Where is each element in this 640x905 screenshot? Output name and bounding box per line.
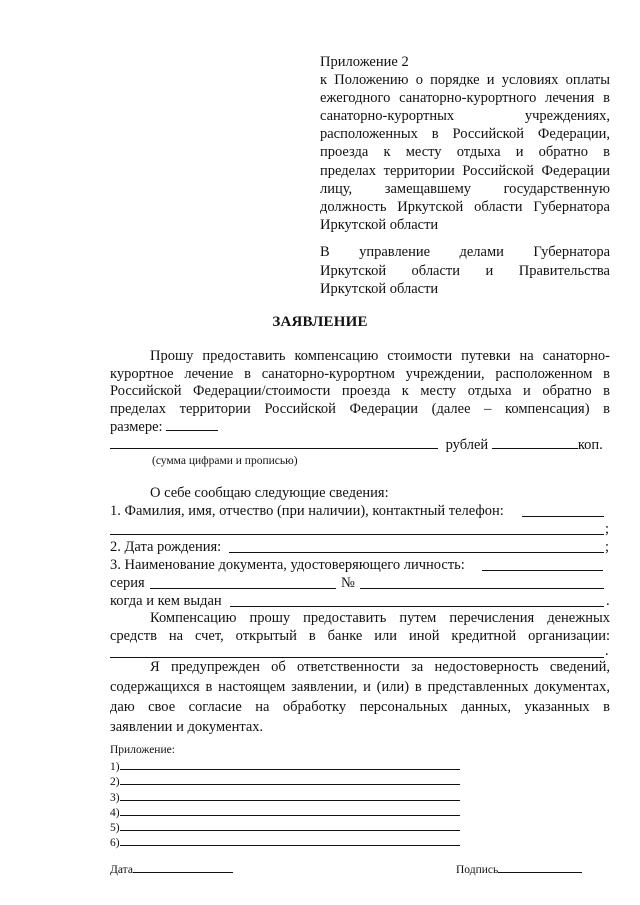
sum-row — [110, 436, 610, 454]
kopecks-label: коп. — [577, 437, 603, 453]
document-title: ЗАЯВЛЕНИЕ — [272, 314, 368, 330]
attachment-item — [110, 789, 460, 804]
attachment-input[interactable] — [120, 834, 460, 846]
request-line: пределах территории Российской Федерации (далее – компенсация) в — [110, 400, 610, 417]
attachment-item — [110, 804, 460, 819]
attachment-item — [110, 819, 460, 834]
addressee-line: Иркутской области — [320, 281, 439, 297]
issued-input[interactable] — [230, 606, 604, 607]
attachment-input[interactable] — [120, 789, 460, 801]
date-input[interactable] — [133, 862, 233, 873]
appendix-line: санаторно-курортных учреждениях, — [320, 108, 610, 125]
rubles-label: рублей — [445, 437, 489, 453]
attachment-number: 5) — [110, 821, 120, 834]
date-field — [110, 862, 233, 876]
attachment-input[interactable] — [120, 804, 460, 816]
attachment-number: 2) — [110, 776, 120, 789]
period: . — [606, 593, 610, 609]
addressee — [320, 243, 610, 299]
appendix-line: должность Иркутской области Губернатора — [320, 198, 610, 215]
appendix-line: пределах территории Российской Федерации — [320, 162, 610, 179]
appendix-line: ежегодного санаторно-курортного лечения в — [320, 90, 610, 107]
attachment-number: 3) — [110, 791, 120, 804]
period: . — [605, 643, 609, 659]
attachment-item — [110, 773, 460, 788]
semicolon: ; — [605, 521, 610, 537]
request-line: Прошу предоставить компенсацию стоимости путевки на санаторно- — [150, 348, 610, 364]
amount-input-short[interactable] — [166, 418, 218, 431]
attachments — [110, 743, 460, 849]
attachment-item — [110, 834, 460, 849]
info-intro: О себе сообщаю следующие сведения: — [150, 485, 389, 501]
appendix-line: Иркутской области — [320, 216, 439, 233]
attachment-number: 4) — [110, 806, 120, 819]
request-line: Российской Федерации/стоимости проезда к месту отдыха и обратно в — [110, 383, 610, 399]
request-paragraph — [110, 348, 610, 437]
signature-label: Подпись — [456, 864, 499, 876]
appendix-number: Приложение 2 — [320, 54, 409, 70]
series-label: серия — [110, 575, 145, 591]
attachment-input[interactable] — [120, 758, 460, 770]
appendix-header — [320, 53, 610, 234]
kopecks-input[interactable] — [492, 436, 578, 449]
attachments-label: Приложение: — [110, 744, 175, 756]
info-item-name-label: 1. Фамилия, имя, отчество (при наличии), контактный телефон: — [110, 503, 504, 519]
declaration-line: заявлении и документах. — [110, 719, 264, 735]
id-document-input[interactable] — [482, 570, 603, 571]
number-label: № — [341, 575, 355, 591]
declaration-line: даю свое согласие на обработку персональных данных, указанных в — [110, 699, 610, 715]
declaration-line: содержащихся в настоящем заявлении, и (или) в представленных документах, — [110, 679, 610, 695]
name-phone-input[interactable] — [522, 516, 604, 517]
request-line: курортное лечение в санаторно-курортном учреждении, расположенном в — [110, 365, 610, 382]
series-input[interactable] — [150, 588, 336, 589]
birthdate-input[interactable] — [229, 552, 604, 553]
info-item-birthdate-label: 2. Дата рождения: — [110, 539, 222, 555]
amount-label: размере: — [110, 419, 163, 435]
appendix-line: к Положению о порядке и условиях оплаты — [320, 72, 610, 89]
attachment-input[interactable] — [120, 773, 460, 785]
semicolon: ; — [605, 539, 610, 555]
number-input[interactable] — [360, 588, 604, 589]
addressee-line: В управление делами Губернатора — [320, 244, 610, 260]
declaration-line: Я предупрежден об ответственности за недостоверность сведений, — [150, 659, 610, 675]
date-label: Дата — [110, 864, 133, 876]
declaration — [110, 657, 610, 737]
attachment-number: 1) — [110, 761, 120, 774]
signature-input[interactable] — [498, 862, 582, 873]
amount-caption: (сумма цифрами и прописью) — [152, 455, 298, 467]
signature-field — [456, 862, 582, 876]
appendix-line: проезда к месту отдыха и обратно в — [320, 144, 610, 161]
amount-input[interactable] — [110, 436, 438, 449]
attachment-item — [110, 758, 460, 773]
info-item-id-document-label: 3. Наименование документа, удостоверяющего личность: — [110, 557, 465, 573]
attachment-input[interactable] — [120, 819, 460, 831]
addressee-line: Иркутской области и Правительства — [320, 262, 610, 279]
name-phone-input-continued[interactable] — [110, 534, 604, 535]
appendix-line: расположенных в Российской Федерации, — [320, 126, 610, 143]
attachment-number: 6) — [110, 837, 120, 850]
amount-row — [110, 418, 610, 437]
appendix-line: лицу, замещавшему государственную — [320, 180, 610, 197]
issued-label: когда и кем выдан — [110, 593, 222, 609]
payment-line: средств на счет, открытый в банке или иной кредитной организации: — [110, 628, 610, 644]
payment-line: Компенсацию прошу предоставить путем перечисления денежных — [150, 610, 610, 626]
